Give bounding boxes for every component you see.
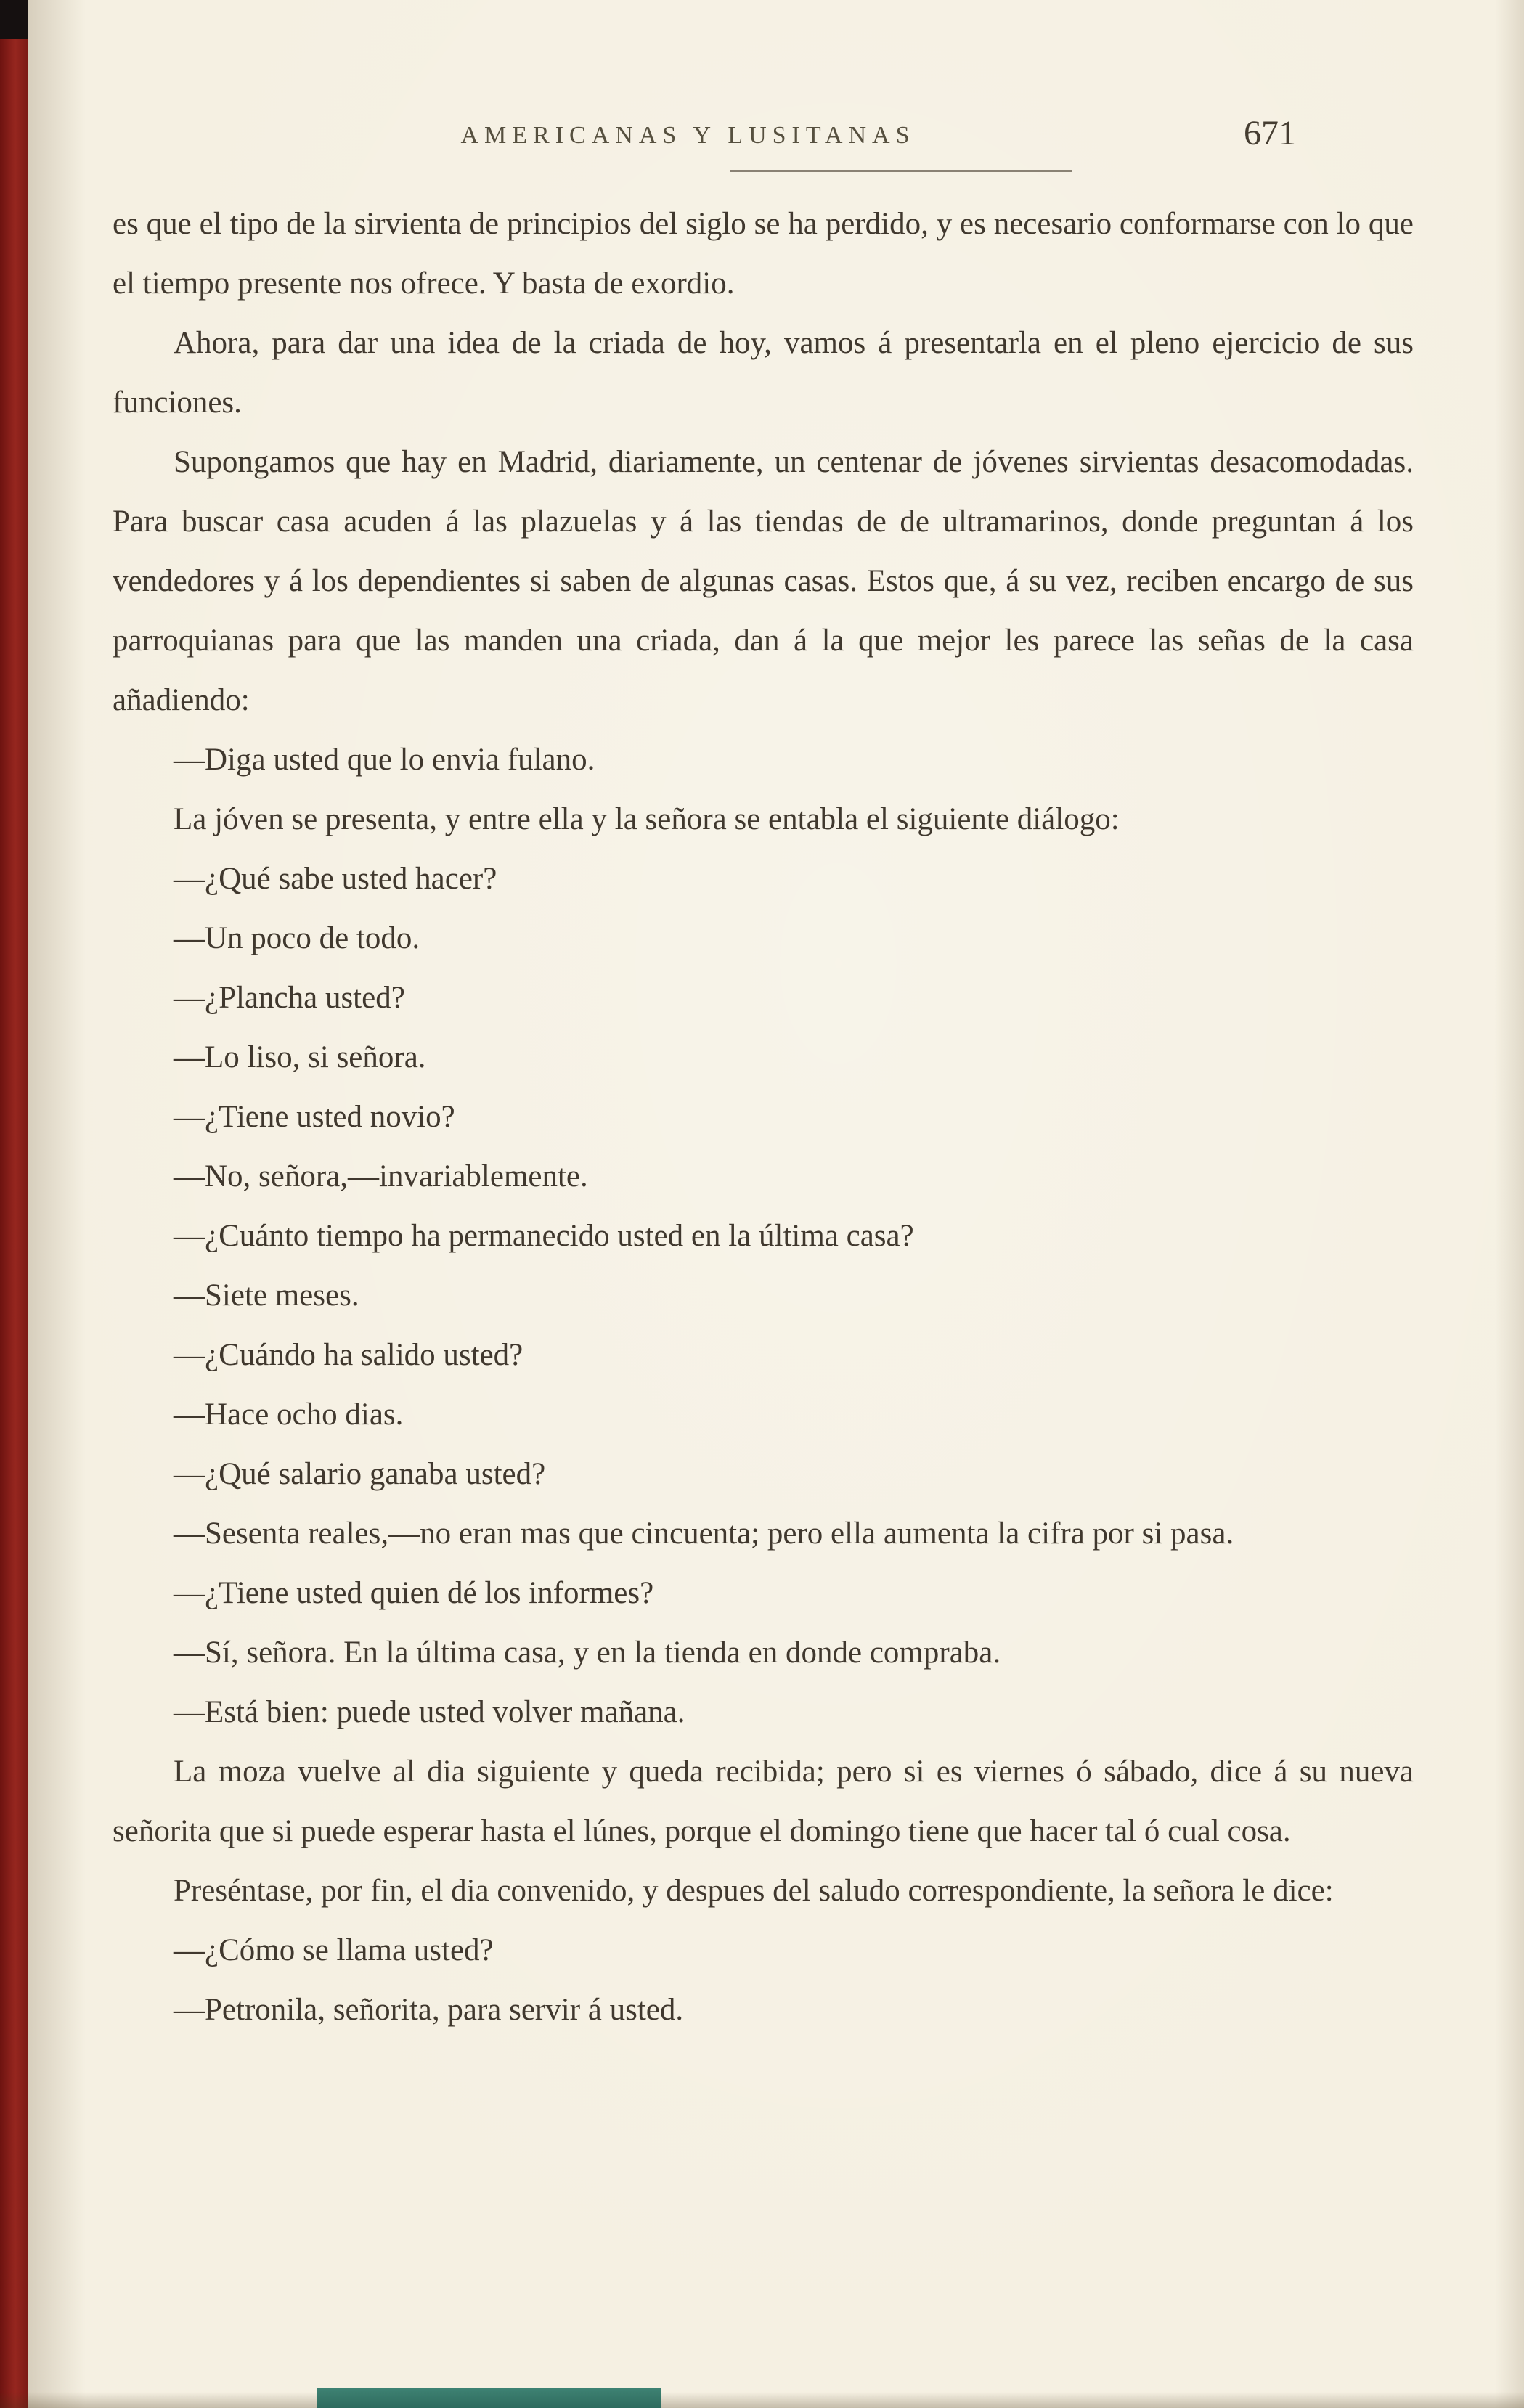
- paragraph: Supongamos que hay en Madrid, diariamente, un centenar de jóvenes sirvientas desacomodadas. Para buscar casa acuden á las plazuelas y á las tiendas de de ultramarinos, donde preguntan á los vendedores y á los dependientes si saben de algunas casas. Estos que, á su vez, reciben encargo de sus parroquianas para que las manden una criada, dan á la que mejor les parece las señas de la casa añadiendo:: [113, 445, 1414, 717]
- paragraph: —Un poco de todo.: [174, 921, 420, 955]
- bottom-edge-shadow: [0, 2392, 1524, 2408]
- paragraph: —¿Tiene usted quien dé los informes?: [174, 1576, 654, 1610]
- paragraph: —Hace ocho dias.: [174, 1397, 404, 1432]
- paragraph: Preséntase, por fin, el dia convenido, y despues del saludo correspondiente, la señora le dice:: [174, 1874, 1334, 1908]
- header-rule: [730, 170, 1072, 172]
- paragraph: —¿Tiene usted novio?: [174, 1100, 455, 1134]
- paragraph: La jóven se presenta, y entre ella y la señora se entabla el siguiente diálogo:: [174, 802, 1120, 836]
- paragraph: —Diga usted que lo envia fulano.: [174, 743, 595, 777]
- gutter-shadow: [28, 0, 86, 2408]
- paragraph: —¿Qué sabe usted hacer?: [174, 862, 497, 896]
- paragraph: —Siete meses.: [174, 1278, 359, 1313]
- running-title: AMERICANAS Y LUSITANAS: [460, 122, 916, 149]
- paragraph: —Lo liso, si señora.: [174, 1040, 426, 1074]
- paragraph: —Sí, señora. En la última casa, y en la tienda en donde compraba.: [174, 1636, 1001, 1670]
- paragraph: —Sesenta reales,—no eran mas que cincuenta; pero ella aumenta la cifra por si pasa.: [174, 1517, 1234, 1551]
- paragraph: —¿Cómo se llama usted?: [174, 1933, 494, 1967]
- page-edge-shadow: [1495, 0, 1524, 2408]
- running-header: [113, 114, 1416, 202]
- page-number: 671: [1244, 114, 1296, 152]
- cloth-binding-strip: [317, 2388, 661, 2408]
- book-spine-edge: [0, 0, 28, 2408]
- paragraph: —¿Qué salario ganaba usted?: [174, 1457, 546, 1491]
- paragraph: —No, señora,—invariablemente.: [174, 1159, 588, 1193]
- paragraph: —Petronila, señorita, para servir á usted.: [174, 1993, 684, 2027]
- paragraph: —¿Cuánto tiempo ha permanecido usted en la última casa?: [174, 1219, 914, 1253]
- paragraph: es que el tipo de la sirvienta de principios del siglo se ha perdido, y es necesario conformarse con lo que el tiempo presente nos ofrece. Y basta de exordio.: [113, 207, 1414, 301]
- paragraph: —¿Plancha usted?: [174, 981, 405, 1015]
- paragraph: La moza vuelve al dia siguiente y queda recibida; pero si es viernes ó sábado, dice á su nueva señorita que si puede esperar hasta el lúnes, porque el domingo tiene que hacer tal ó cual cosa.: [113, 1755, 1414, 1848]
- paragraph: —¿Cuándo ha salido usted?: [174, 1338, 523, 1372]
- paragraph: Ahora, para dar una idea de la criada de hoy, vamos á presentarla en el pleno ejercicio de sus funciones.: [113, 326, 1414, 420]
- paragraph: —Está bien: puede usted volver mañana.: [174, 1695, 685, 1729]
- text-block: [113, 195, 1414, 2040]
- spine-top-corner: [0, 0, 28, 39]
